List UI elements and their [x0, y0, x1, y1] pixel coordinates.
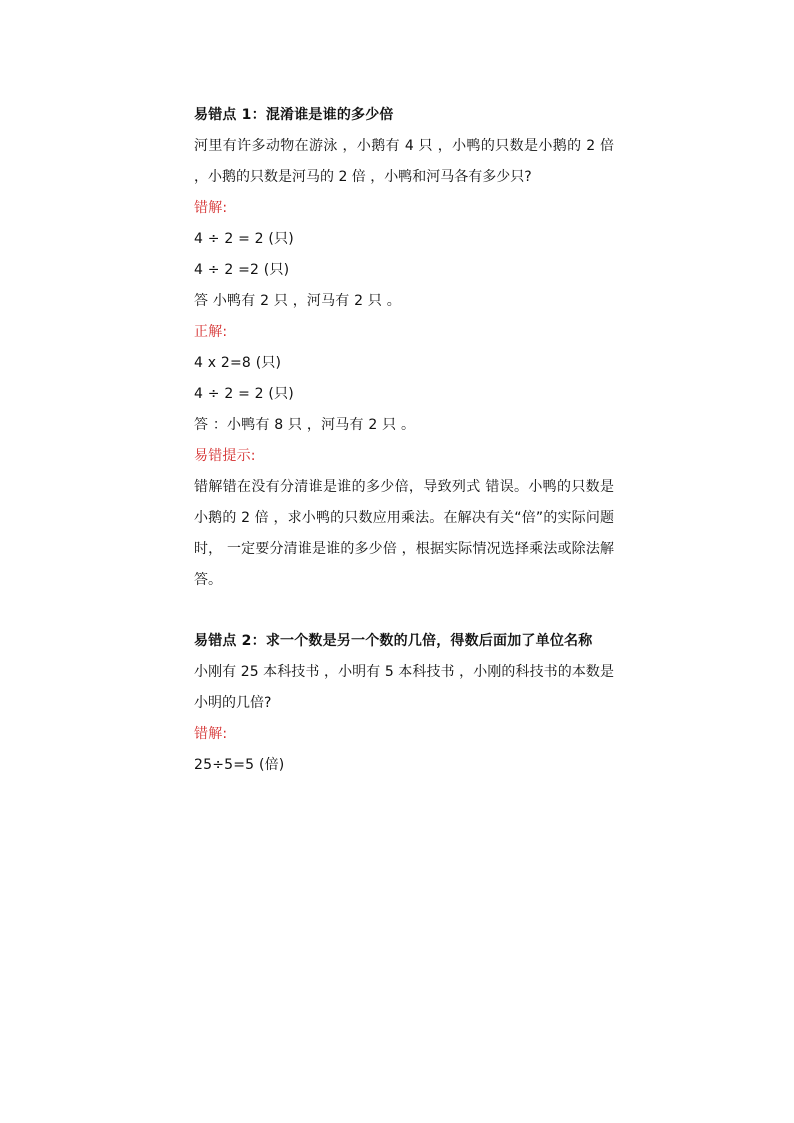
- section1-right-step-2: 4 ÷ 2 = 2 (只): [194, 386, 294, 402]
- section1-wrong-answer: 答 小鸭有 2 只 ，河马有 2 只 。: [194, 293, 401, 309]
- section1-tip-text: 错解错在没有分清谁是谁的多少倍，导致列式 错误。小鸭的只数是小鹅的 2 倍 ，求小鸭的只数应用乘法。在解决有关“倍”的实际问题时， 一定要分清谁是谁的多少倍 ，根据实际情况选择乘法或除法解答。: [194, 479, 614, 588]
- section1-right-label: 正解:: [194, 324, 228, 340]
- section1-right-step-1: 4 x 2=8 (只): [194, 355, 282, 371]
- section1-wrong-label: 错解:: [194, 200, 228, 216]
- section1-heading: 易错点 1：混淆谁是谁的多少倍: [194, 107, 394, 123]
- section1-wrong-step-2: 4 ÷ 2 =2 (只): [194, 262, 290, 278]
- section1-problem: 河里有许多动物在游泳 ，小鹅有 4 只 ，小鸭的只数是小鹅的 2 倍 ，小鹅的只数是河马的 2 倍 ，小鸭和河马各有多少只?: [194, 138, 614, 185]
- section-divider: [194, 596, 614, 626]
- section2-problem: 小刚有 25 本科技书 ，小明有 5 本科技书 ，小刚的科技书的本数是小明的几倍?: [194, 664, 614, 711]
- section1-wrong-step-1: 4 ÷ 2 = 2 (只): [194, 231, 294, 247]
- section1-tip-label: 易错提示:: [194, 448, 256, 464]
- section1-right-answer: 答 ：小鸭有 8 只 ，河马有 2 只 。: [194, 417, 416, 433]
- section2-wrong-label: 错解:: [194, 726, 228, 742]
- section2-heading: 易错点 2：求一个数是另一个数的几倍，得数后面加了单位名称: [194, 633, 593, 649]
- section2-wrong-step-1: 25÷5=5 (倍): [194, 757, 285, 773]
- document-page: [194, 100, 614, 781]
